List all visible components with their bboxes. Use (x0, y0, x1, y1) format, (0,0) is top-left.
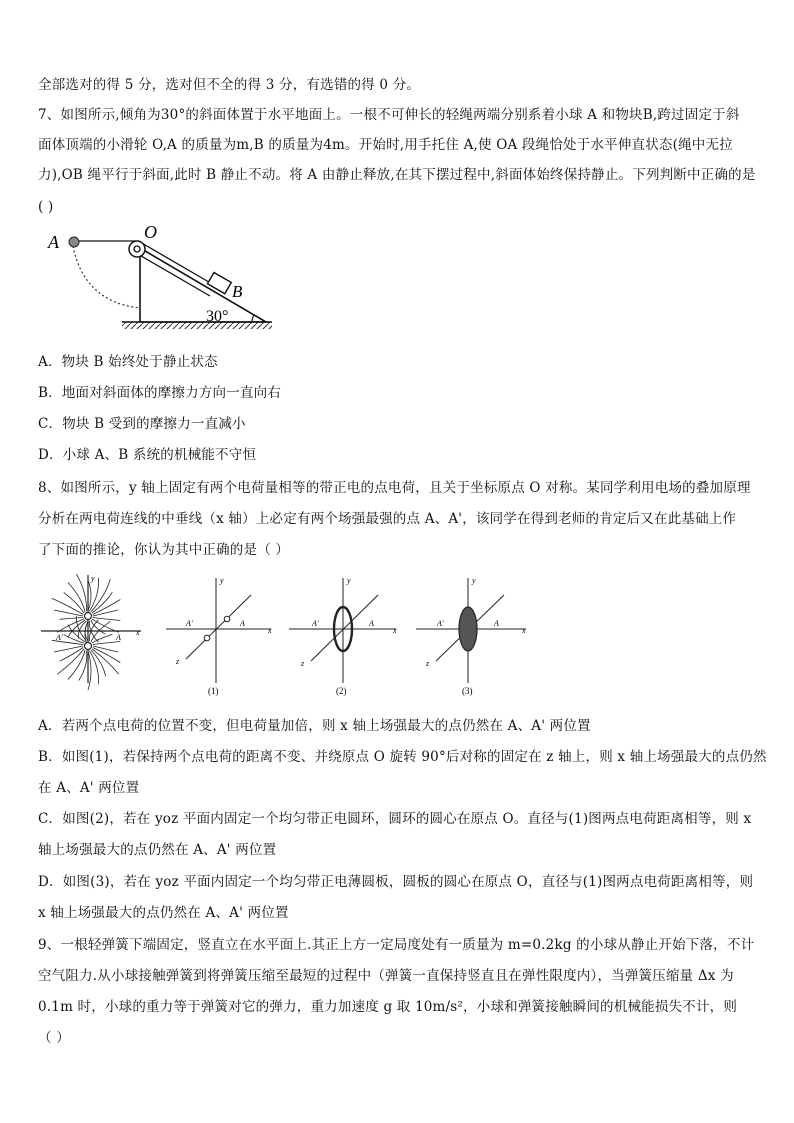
field-line (93, 648, 121, 663)
fig1-x-label: x (268, 626, 272, 635)
figure-2 (289, 578, 396, 683)
ground-hatch (122, 322, 272, 329)
instructions-text: 全部选对的得 5 分，选对但不全的得 3 分，有选错的得 0 分。 (38, 77, 421, 93)
label-angle: 30° (206, 308, 229, 325)
field-line (79, 651, 87, 681)
q7-stem-line-2: 面体顶端的小滑轮 O,A 的质量为m,B 的质量为4m。开始时,用手托住 A,使 OA 段绳恰处于水平伸直状态(绳中无拉 (38, 137, 733, 153)
field-line (57, 649, 84, 674)
fig1-z-label: z (176, 657, 180, 666)
rope-OB-lower (136, 253, 210, 296)
q7-option-c: C．物块 B 受到的摩擦力一直减小 (38, 416, 246, 432)
fig0-A-label: A (116, 633, 121, 642)
field-line (68, 650, 85, 680)
fig1-A-label: A (240, 619, 245, 628)
fig3-y-label: y (472, 576, 476, 585)
fig0-x-label: x (136, 628, 140, 637)
q9-stem-line-3: 0.1m 时，小球的重力等于弹簧对它的弹力，重力加速度 g 取 10m/s²，小球和弹簧接触瞬间的机械能损失不计，则 (38, 999, 738, 1015)
fig1-caption: (1) (208, 686, 219, 696)
fig0-y-label: y (91, 574, 95, 583)
fig2-A2-label: A' (312, 619, 319, 628)
angle-arc (252, 315, 254, 322)
pulley-axle (134, 246, 140, 252)
q7-answer-blank: ( ) (38, 199, 54, 215)
label-A: A (48, 232, 59, 252)
fig3-A2-label: A' (437, 619, 444, 628)
fig3-A-label: A (494, 619, 499, 628)
q9-stem-line-1: 9、一根轻弹簧下端固定，竖直立在水平面上.其正上方一定局度处有一质量为 m=0.2kg 的小球从静止开始下落，不计 (38, 937, 755, 953)
q7-stem-line-3: 力),OB 绳平行于斜面,此时 B 静止不动。将 A 由静止释放,在其下摆过程中,斜面体始终保持静止。下列判断中正确的是 (38, 167, 756, 183)
q7-option-d: D．小球 A、B 系统的机械能不守恒 (38, 447, 257, 463)
q8-option-b-line-1: B．如图(1)，若保持两个点电荷的距离不变、并绕原点 O 旋转 90°后对称的固定在 z 轴上，则 x 轴上场强最大的点仍然 (38, 749, 767, 765)
ball-A (69, 237, 79, 247)
fig2-x-label: x (393, 626, 397, 635)
fig1-y-label: y (220, 576, 224, 585)
q8-option-d-line-1: D．如图(3)，若在 yoz 平面内固定一个均匀带正电薄圆板，圆板的圆心在原点 O，直径与(1)图两点电荷距离相等，则 (38, 874, 754, 890)
field-line (93, 600, 121, 615)
fig2-z-label: z (301, 659, 305, 668)
q8-stem-line-2: 分析在两电荷连线的中垂线（x 轴）上必定有两个场强最强的点 A、A'，该同学在得到老师的肯定后又在此基础上作 (38, 511, 737, 527)
field-line-diagram (41, 574, 141, 690)
q9-stem-line-2: 空气阻力.从小球接触弹簧到将弹簧压缩至最短的过程中（弹簧一直保持竖直且在弹性限度内），当弹簧压缩量 Δx 为 (38, 968, 734, 984)
field-line (64, 592, 84, 613)
swing-path (73, 246, 140, 308)
figure-1 (166, 578, 271, 683)
label-B: B (232, 282, 243, 301)
fig2-A-label: A (369, 619, 374, 628)
field-line (57, 619, 84, 632)
q7-option-a: A．物块 B 始终处于静止状态 (38, 354, 218, 370)
q8-option-d-line-2: x 轴上场强最大的点仍然在 A、A' 两位置 (38, 905, 289, 921)
fig3-x-label: x (522, 626, 526, 635)
field-line (54, 646, 83, 652)
q9-answer-blank: （ ） (38, 1030, 70, 1046)
figure-3 (416, 578, 526, 683)
fig2-caption: (2) (336, 686, 347, 696)
fig3-z-label: z (426, 659, 430, 668)
field-line (92, 619, 119, 632)
fig1-A2-label: A' (186, 619, 193, 628)
incline-body (140, 248, 266, 322)
fig3-caption: (3) (462, 686, 473, 696)
q8-figures (36, 573, 536, 703)
rope-OB (140, 242, 214, 285)
label-O: O (144, 222, 157, 242)
field-line (92, 649, 119, 674)
q8-option-c-line-2: 轴上场强最大的点仍然在 A、A' 两位置 (38, 842, 277, 858)
fig2-y-label: y (347, 576, 351, 585)
q8-stem-line-3: 了下面的推论，你认为其中正确的是（ ） (38, 542, 290, 558)
q8-option-b-line-2: 在 A、A' 两位置 (38, 780, 140, 796)
field-line (60, 618, 84, 620)
q7-figure (40, 222, 290, 332)
q7-option-b: B．地面对斜面体的摩擦力方向一直向右 (38, 385, 282, 401)
field-line (54, 610, 83, 616)
q8-option-a: A．若两个点电荷的位置不变，但电荷量加倍，则 x 轴上场强最大的点仍然在 A、A' 两位置 (38, 718, 591, 734)
fig0-A2-label: A' (56, 633, 63, 642)
field-line (93, 618, 121, 621)
q7-stem-line-1: 7、如图所示,倾角为30°的斜面体置于水平地面上。一根不可伸长的轻绳两端分别系着小球 A 和物块B,跨过固定于斜 (38, 107, 740, 123)
q8-option-c-line-1: C．如图(2)，若在 yoz 平面内固定一个均匀带正电圆环，圆环的圆心在原点 O。直径与(1)图两点电荷距离相等，则 x (38, 811, 752, 827)
q8-stem-line-1: 8、如图所示，y 轴上固定有两个电荷量相等的带正电的点电荷，且关于坐标原点 O 对称。某同学利用电场的叠加原理 (38, 480, 751, 496)
